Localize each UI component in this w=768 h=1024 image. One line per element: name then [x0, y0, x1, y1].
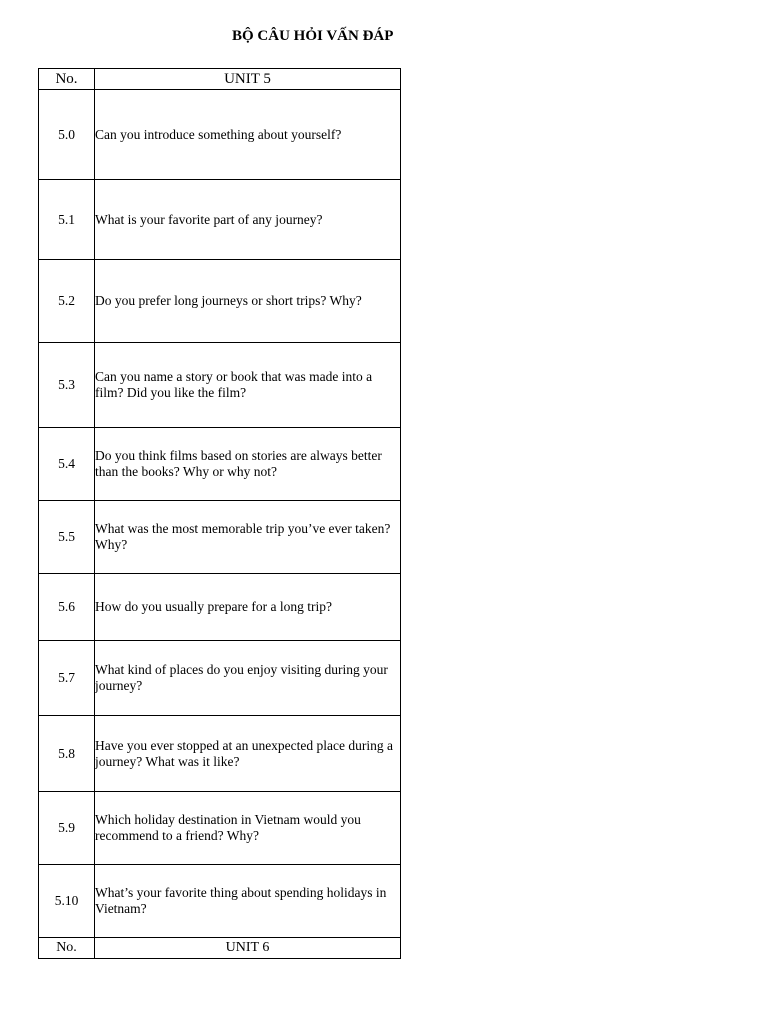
table-row [39, 343, 401, 428]
page-title: BỘ CÂU HỎI VẤN ĐÁP [232, 28, 394, 44]
no-column-header: No. [39, 69, 95, 90]
question-number: 5.10 [39, 865, 95, 938]
table-header-row-next-unit [39, 938, 401, 959]
table-row [39, 792, 401, 865]
question-number: 5.0 [39, 90, 95, 180]
unit-column-header: UNIT 5 [95, 69, 401, 90]
question-text: Can you name a story or book that was made into a film? Did you like the film? [95, 343, 401, 428]
question-number: 5.1 [39, 180, 95, 260]
question-text: What kind of places do you enjoy visiting during your journey? [95, 641, 401, 716]
question-text: Do you think films based on stories are always better than the books? Why or why not? [95, 428, 401, 501]
question-number: 5.2 [39, 260, 95, 343]
question-number: 5.8 [39, 716, 95, 792]
table-row [39, 90, 401, 180]
table-row [39, 501, 401, 574]
question-text: What is your favorite part of any journey? [95, 180, 401, 260]
question-text: What was the most memorable trip you’ve ever taken? Why? [95, 501, 401, 574]
table-row [39, 641, 401, 716]
question-text: Have you ever stopped at an unexpected place during a journey? What was it like? [95, 716, 401, 792]
table-row [39, 428, 401, 501]
question-number: 5.4 [39, 428, 95, 501]
table-row [39, 260, 401, 343]
unit-column-header: UNIT 6 [95, 938, 401, 959]
question-number: 5.5 [39, 501, 95, 574]
question-number: 5.3 [39, 343, 95, 428]
question-number: 5.9 [39, 792, 95, 865]
question-table [38, 68, 401, 959]
table-header-row [39, 69, 401, 90]
question-number: 5.7 [39, 641, 95, 716]
question-number: 5.6 [39, 574, 95, 641]
question-text: What’s your favorite thing about spending holidays in Vietnam? [95, 865, 401, 938]
no-column-header: No. [39, 938, 95, 959]
question-text: Do you prefer long journeys or short trips? Why? [95, 260, 401, 343]
table-row [39, 574, 401, 641]
question-text: Which holiday destination in Vietnam would you recommend to a friend? Why? [95, 792, 401, 865]
question-text: Can you introduce something about yourself? [95, 90, 401, 180]
question-text: How do you usually prepare for a long trip? [95, 574, 401, 641]
table-row [39, 716, 401, 792]
table-row [39, 180, 401, 260]
table-row [39, 865, 401, 938]
